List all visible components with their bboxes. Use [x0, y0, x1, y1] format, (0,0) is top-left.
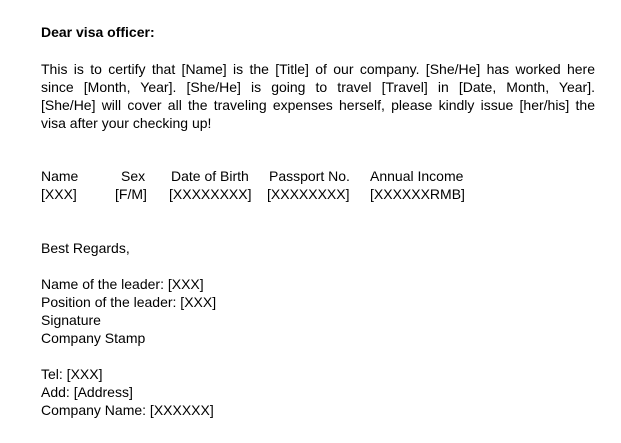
table-cell-sex: [F/M] [115, 186, 147, 202]
company-name: Company Name: [XXXXXX] [41, 402, 214, 418]
table-cell-dob: [XXXXXXXX] [169, 186, 252, 202]
greeting: Dear visa officer: [41, 24, 155, 40]
table-header-name: Name [41, 168, 79, 184]
table-cell-passport: [XXXXXXXX] [267, 186, 350, 202]
table-cell-name: [XXX] [41, 186, 77, 202]
body-line-2: since [Month, Year]. [She/He] is going to travel [Travel] in [Date, Month, Year]. [41, 79, 595, 95]
table-cell-income: [XXXXXXRMB] [370, 186, 465, 202]
body-line-3: [She/He] will cover all the traveling expenses herself, please kindly issue [her/his] the [41, 97, 595, 113]
company-stamp: Company Stamp [41, 330, 146, 346]
table-header-sex: Sex [121, 168, 146, 184]
address: Add: [Address] [41, 384, 133, 400]
tel: Tel: [XXX] [41, 366, 103, 382]
body-line-4: visa after your checking up! [41, 115, 212, 131]
body-line-1: This is to certify that [Name] is the [Title] of our company. [She/He] has worked here [41, 61, 595, 77]
leader-name: Name of the leader: [XXX] [41, 276, 204, 292]
closing: Best Regards, [41, 240, 130, 256]
leader-position: Position of the leader: [XXX] [41, 294, 217, 310]
table-header-dob: Date of Birth [171, 168, 249, 184]
table-header-income: Annual Income [370, 168, 464, 184]
table-header-passport: Passport No. [269, 168, 350, 184]
signature: Signature [41, 312, 101, 328]
